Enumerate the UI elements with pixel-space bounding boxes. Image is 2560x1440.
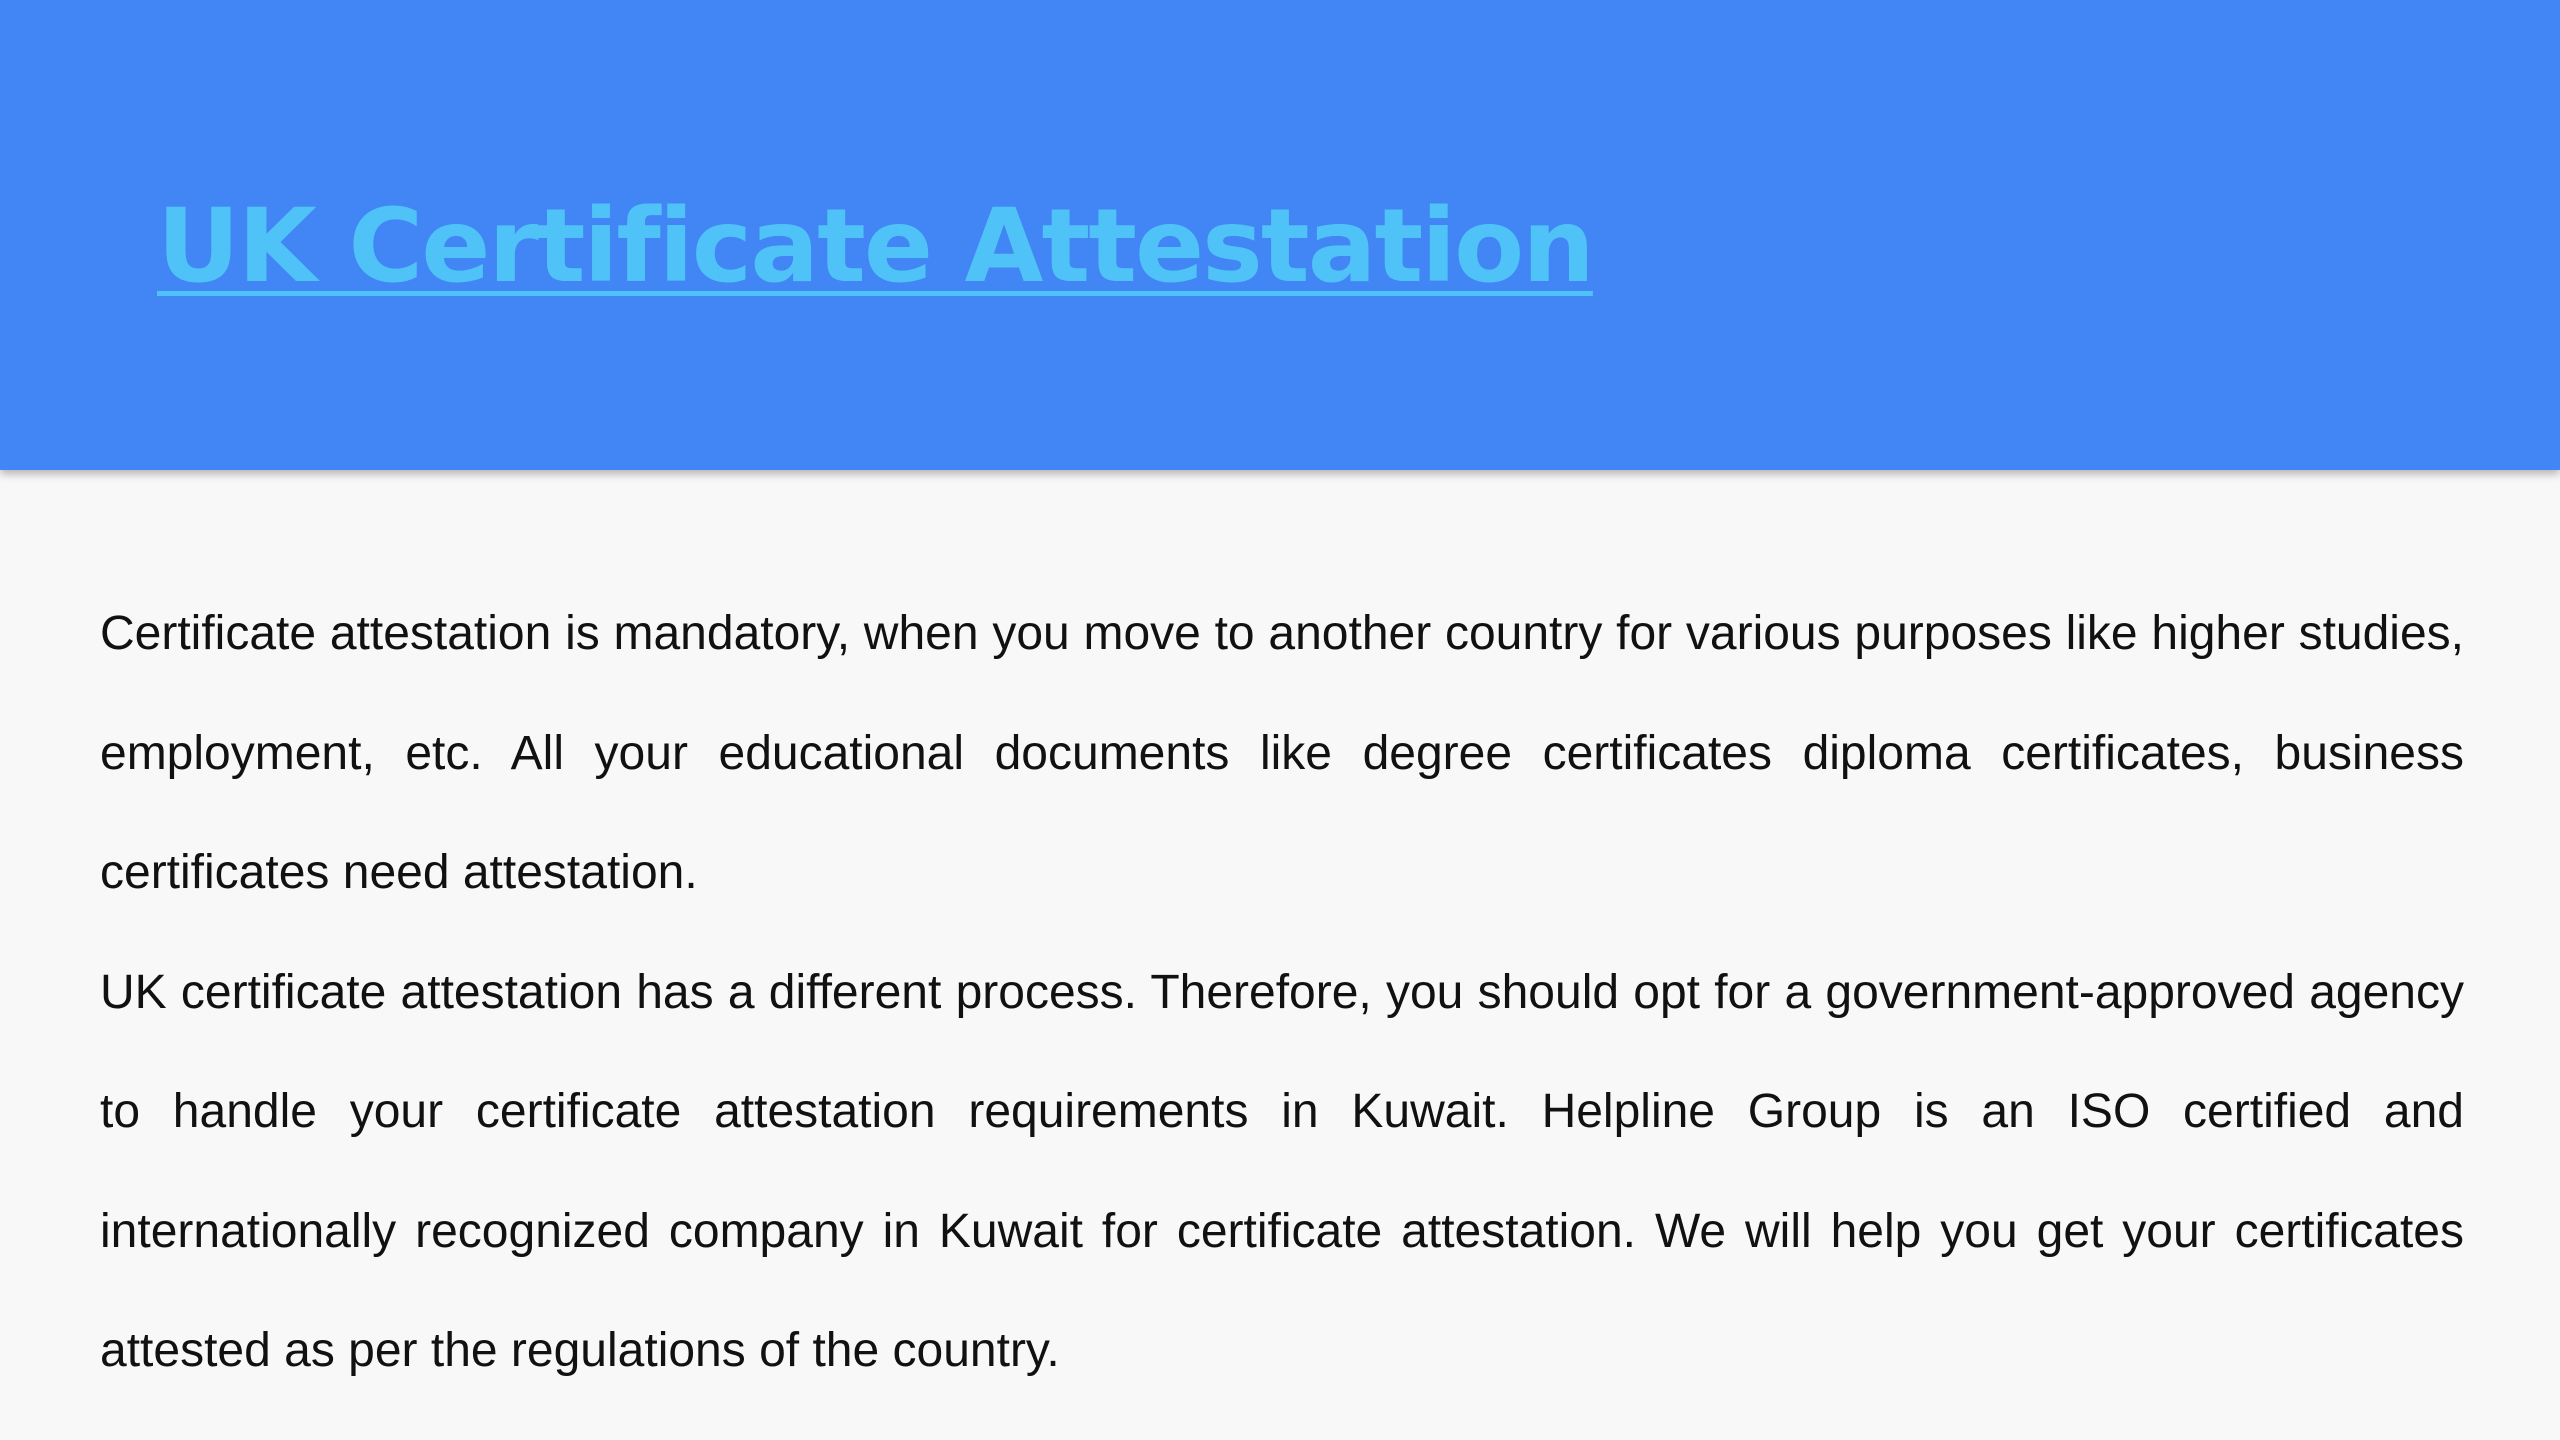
body-text bbox=[100, 574, 2464, 1411]
title-link[interactable]: UK Certificate Attestation bbox=[157, 187, 1593, 306]
title-banner bbox=[0, 0, 2560, 470]
paragraph-process: UK certificate attestation has a different process. Therefore, you should opt for a government-approved agency to handle your certificate attestation requirements in Kuwait. Helpline Group is an ISO certified and internationally recognized company in Kuwait for certificate attestation. We will help you get your certificates attested as per the regulations of the country. bbox=[100, 965, 2464, 1377]
paragraph-intro: Certificate attestation is mandatory, when you move to another country for various purposes like higher studies, employment, etc. All your educational documents like degree certificates diploma certificates, business certificates need attestation. bbox=[100, 607, 2464, 899]
